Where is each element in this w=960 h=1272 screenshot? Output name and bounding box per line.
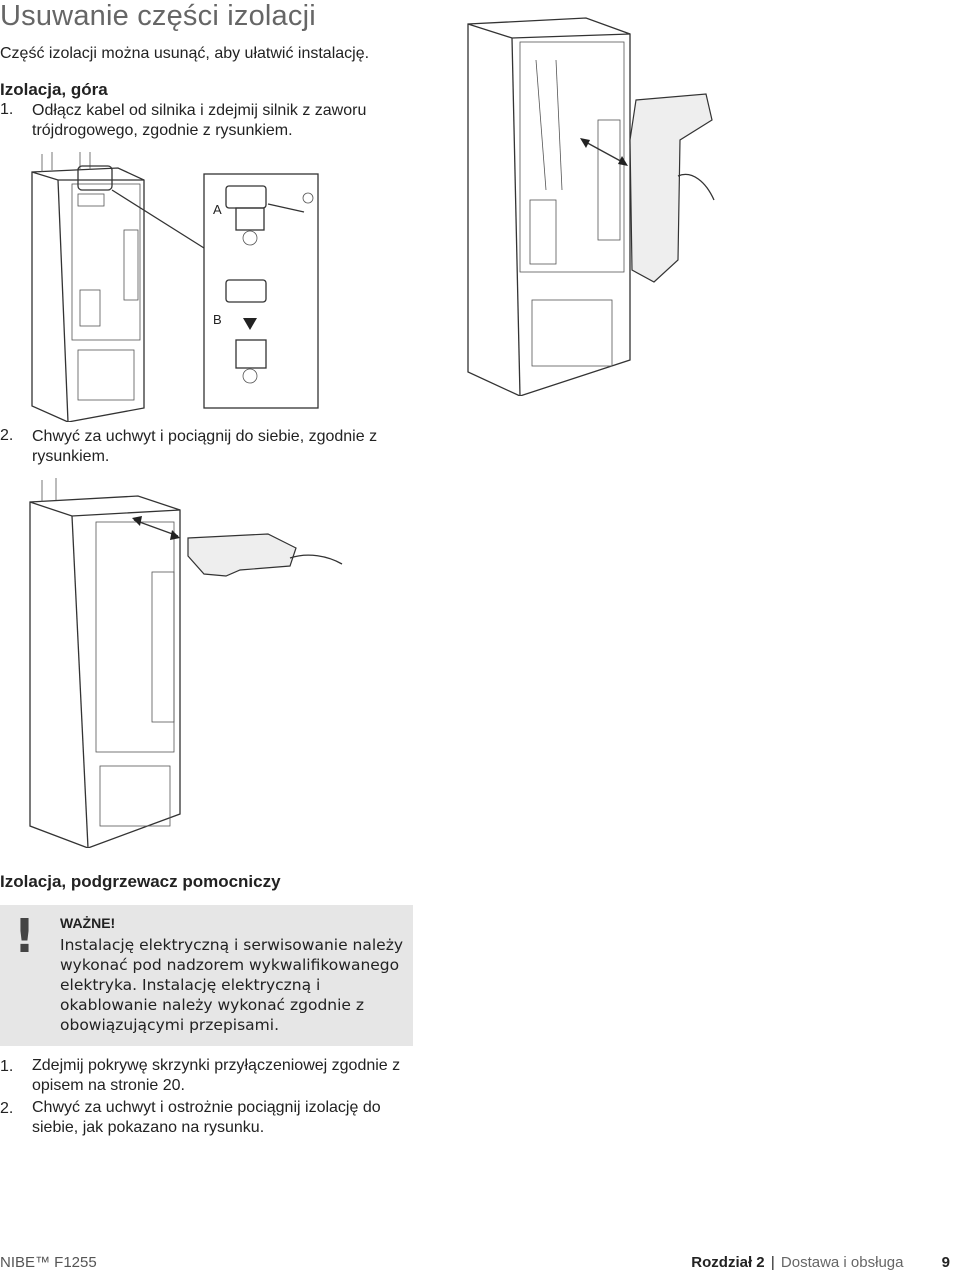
step-number: 2. (0, 1100, 14, 1117)
figure-label-a: A (213, 202, 222, 217)
section-heading-heater: Izolacja, podgrzewacz pomocniczy (0, 872, 281, 891)
step-heater-2 (0, 1098, 420, 1138)
step-top-2 (0, 427, 420, 471)
figure-label-b: B (213, 312, 222, 327)
top-insulation-piece (188, 534, 296, 576)
step-heater-1 (0, 1056, 420, 1096)
step-text: Odłącz kabel od silnika i zdejmij silnik z zaworu trójdrogowego, zgodnie z rysunkiem. (32, 102, 367, 139)
pull-direction-arrow (582, 140, 626, 164)
step-number: 1. (0, 101, 14, 118)
footer-chapter-title: Dostawa i obsługa (780, 1254, 904, 1271)
footer-chapter-number: Rozdział 2 (691, 1254, 765, 1271)
step-number: 2. (0, 427, 14, 444)
valve-motor-drawing-a (226, 186, 313, 245)
hand-drawing (678, 174, 714, 200)
warning-title: WAŻNE! (60, 915, 116, 931)
figure-side-insulation (466, 0, 728, 396)
insulation-piece (630, 94, 712, 282)
section-heading-top: Izolacja, góra (0, 80, 108, 99)
warning-box (0, 905, 413, 1046)
step-text: Chwyć za uchwyt i ostrożnie pociągnij izolację do siebie, jak pokazano na rysunku. (32, 1099, 381, 1136)
valve-motor-drawing-b (226, 280, 266, 383)
hand-drawing-2 (290, 555, 342, 564)
step-number: 1. (0, 1058, 14, 1075)
footer-brand: NIBE™ F1255 (0, 1254, 97, 1271)
page-title: Usuwanie części izolacji (0, 0, 316, 32)
step-text: Chwyć za uchwyt i pociągnij do siebie, zgodnie z rysunkiem. (32, 428, 378, 465)
figure-top-insulation (28, 476, 348, 848)
footer-separator: | (770, 1254, 775, 1271)
heat-pump-unit-drawing (32, 152, 144, 422)
footer-chapter (691, 1254, 950, 1271)
step-text: Zdejmij pokrywę skrzynki przyłączeniowej zgodnie z opisem na stronie 20. (32, 1057, 401, 1094)
figure-valve-motor (28, 150, 320, 422)
warning-text: Instalację elektryczną i serwisowanie należy wykonać pod nadzorem wykwalifikowanego elektryka. Instalację elektryczną i okablowanie należy wykonać zgodnie z obowiązującymi przepisami. (60, 936, 404, 1034)
page-number: 9 (941, 1254, 950, 1271)
step-top-1 (0, 101, 420, 145)
intro-text: Część izolacji można usunąć, aby ułatwić instalację. (0, 45, 370, 62)
warning-icon: ! (14, 909, 35, 963)
